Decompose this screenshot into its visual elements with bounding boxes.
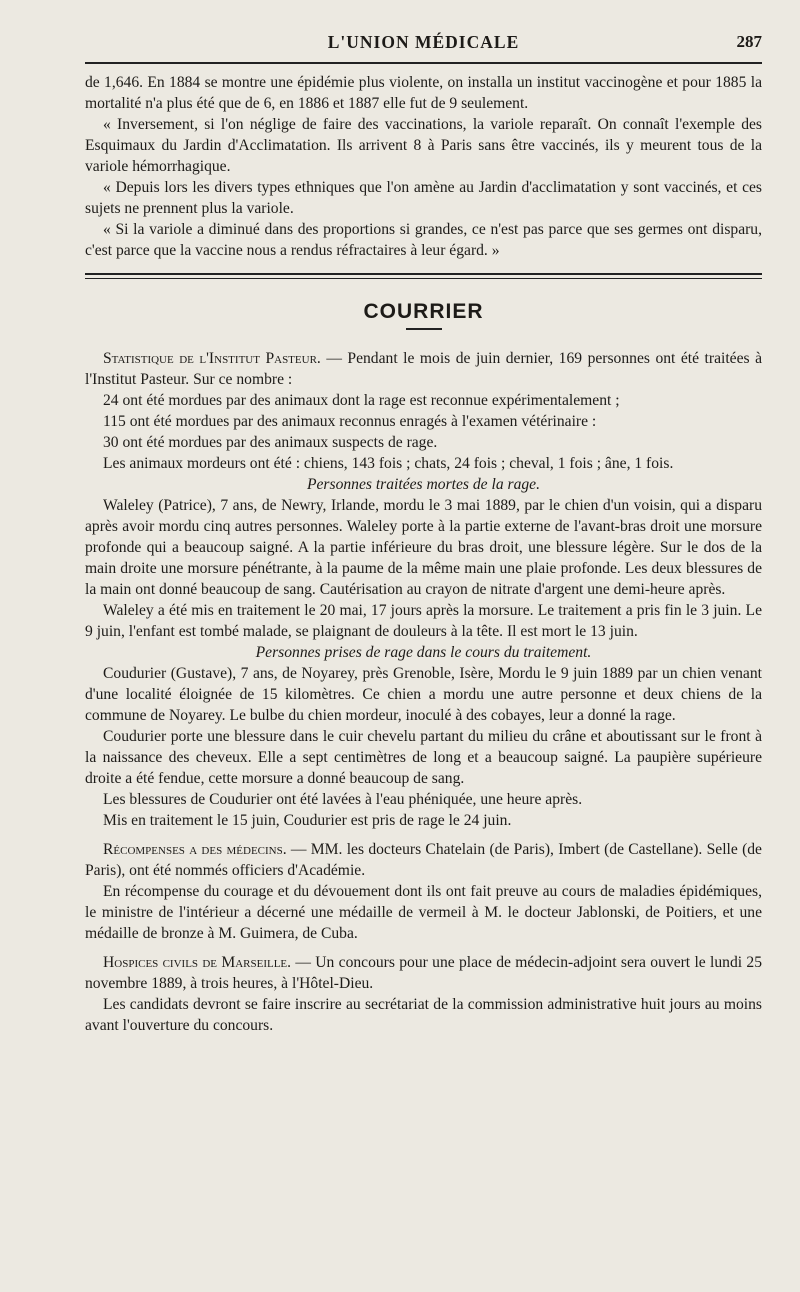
stat-line-1: 24 ont été mordues par des animaux dont la rage est reconnue expérimentalement ; — [103, 392, 620, 409]
hospices-paragraph-2: Les candidats devront se faire inscrire au secrétariat de la commission administrative huit jours au moins avant l'ouverture du concours. — [85, 996, 762, 1034]
spacer — [85, 831, 762, 839]
intro-paragraph-4: « Si la variole a diminué dans des proportions si grandes, ce n'est pas parce que ses germes ont disparu, c'est parce que la vaccine nous a rendus réfractaires à leur égard. » — [85, 221, 762, 259]
article-body — [85, 72, 762, 1036]
intro-paragraph-3: « Depuis lors les divers types ethniques que l'on amène au Jardin d'acclimatation y sont vaccinés, et ces sujets ne prennent plus la variole. — [85, 179, 762, 217]
header-rule — [85, 62, 762, 64]
page-number: 287 — [736, 32, 762, 51]
stat-line-4: Les animaux mordeurs ont été : chiens, 143 fois ; chats, 24 fois ; cheval, 1 fois ; âne, 1 fois. — [103, 455, 674, 472]
hospices-paragraph — [85, 952, 762, 994]
coudurier-paragraph-2: Coudurier porte une blessure dans le cuir chevelu partant du milieu du crâne et aboutissant sur le front à la naissance des cheveux. Elle a sept centimètres de long et a beaucoup saigné. La paupière supérieure droite a été fendue, cette morsure a donné beaucoup de sang. — [85, 728, 762, 787]
title-underline — [406, 328, 442, 330]
page-header — [85, 28, 762, 60]
stat-text: — Pendant le mois de juin dernier, 169 personnes ont été traitées à l'Institut Pasteur. Sur ce nombre : — [85, 350, 763, 388]
subheading-during-treatment: Personnes prises de rage dans le cours du traitement. — [255, 644, 592, 661]
intro-paragraph-1: de 1,646. En 1884 se montre une épidémie plus violente, on installa un institut vaccinogène et pour 1885 la mortalité n'a plus été que de 6, en 1886 et 1887 elle fut de 9 seulement. — [85, 74, 762, 112]
section-divider — [85, 273, 762, 279]
stat-line-2: 115 ont été mordues par des animaux reconnus enragés à l'examen vétérinaire : — [103, 413, 597, 430]
stat-paragraph — [85, 348, 762, 390]
coudurier-paragraph-3: Les blessures de Coudurier ont été lavées à l'eau phéniquée, une heure après. — [103, 791, 583, 808]
waleley-paragraph-2: Waleley a été mis en traitement le 20 mai, 17 jours après la morsure. Le traitement a pris fin le 3 juin. Le 9 juin, l'enfant est tombé malade, se plaignant de douleurs à la tête. Il est mort le 13 juin. — [85, 602, 762, 640]
subheading-deaths: Personnes traitées mortes de la rage. — [306, 476, 540, 493]
hospices-label: Hospices civils de Marseille. — [103, 954, 292, 971]
recompenses-paragraph — [85, 839, 762, 881]
coudurier-paragraph-1: Coudurier (Gustave), 7 ans, de Noyarey, près Grenoble, Isère, Mordu le 9 juin 1889 par un chien venant d'une localité éloignée de 15 kilomètres. Ce chien a mordu une autre personne et deux chiens de la commune de Noyarey. Le bulbe du chien mordeur, inoculé à des cobayes, leur a donné la rage. — [85, 665, 762, 724]
stat-label: Statistique de l'Institut Pasteur. — [103, 350, 321, 367]
spacer — [85, 944, 762, 952]
intro-paragraph-2: « Inversement, si l'on néglige de faire des vaccinations, la variole reparaît. On connaît l'exemple des Esquimaux du Jardin d'Acclimatation. Ils arrivent 8 à Paris sans être vaccinés, ils y meurent tous de la variole hémorrhagique. — [85, 116, 762, 175]
waleley-paragraph-1: Waleley (Patrice), 7 ans, de Newry, Irlande, mordu le 3 mai 1889, par le chien d'un voisin, qui a disparu après avoir mordu cinq autres personnes. Waleley porte à la partie externe de l'avant-bras droit une morsure profonde qui a beaucoup saigné. A la partie inférieure du bras droit, une blessure légère. Sur le dos de la main droite une morsure pénétrante, à la paume de la même main une plaie profonde. Les deux blessures de la main ont donné beaucoup de sang. Cautérisation au crayon de nitrate d'argent une demi-heure après. — [85, 497, 762, 598]
journal-title: L'UNION MÉDICALE — [327, 32, 520, 52]
hospices-text: — Un concours pour une place de médecin-adjoint sera ouvert le lundi 25 novembre 1889, à trois heures, à l'Hôtel-Dieu. — [85, 954, 762, 992]
stat-line-3: 30 ont été mordues par des animaux suspects de rage. — [103, 434, 438, 451]
recompenses-paragraph-2: En récompense du courage et du dévouement dont ils ont fait preuve au cours de maladies épidémiques, le ministre de l'intérieur a décerné une médaille de vermeil à M. le docteur Jablonski, de Poitiers, et une médaille de bronze à M. Guimera, de Cuba. — [85, 883, 762, 942]
coudurier-paragraph-4: Mis en traitement le 15 juin, Coudurier est pris de rage le 24 juin. — [103, 812, 512, 829]
recompenses-label: Récompenses a des médecins. — [103, 841, 287, 858]
section-title: COURRIER — [363, 300, 484, 323]
recompenses-text: — MM. les docteurs Chatelain (de Paris), Imbert (de Castellane). Selle (de Paris), ont été nommés officiers d'Académie. — [85, 841, 762, 879]
